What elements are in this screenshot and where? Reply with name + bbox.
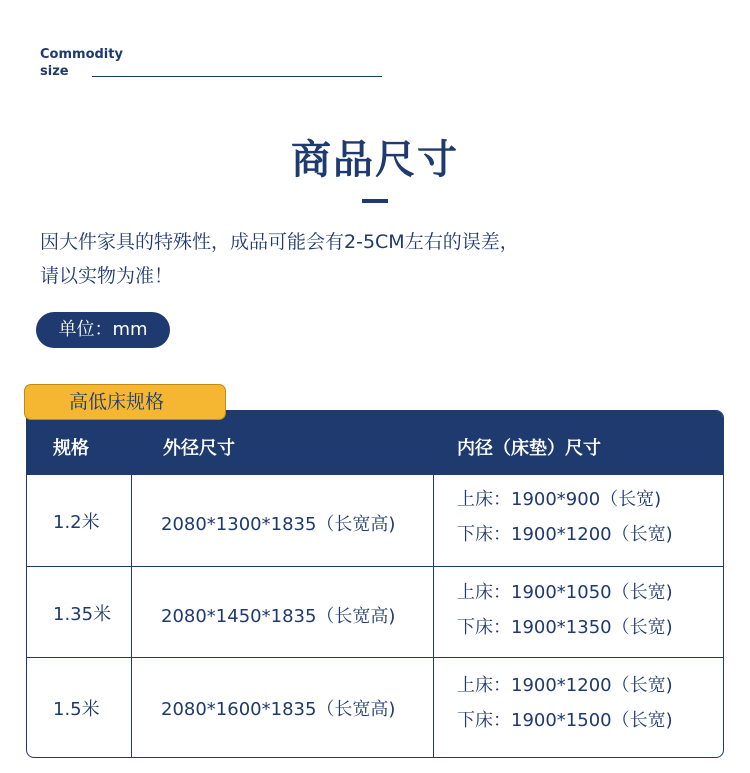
english-title-line2: size	[40, 64, 69, 79]
row3-inner	[457, 668, 673, 738]
row2-inner-lower: 下床：1900*1350（长宽)	[457, 617, 673, 638]
header-outer-size: 外径尺寸	[163, 438, 235, 459]
row-divider	[27, 657, 723, 658]
title-dash-divider	[362, 199, 388, 203]
column-divider	[433, 411, 434, 757]
size-note-line2: 请以实物为准！	[40, 265, 174, 287]
row2-inner	[457, 575, 673, 645]
row1-inner	[457, 482, 673, 552]
english-title-line1: Commodity	[40, 47, 123, 62]
row3-spec: 1.5米	[53, 699, 100, 720]
header-spec: 规格	[53, 438, 89, 459]
spec-tag: 高低床规格	[24, 384, 226, 420]
row3-inner-lower: 下床：1900*1500（长宽)	[457, 710, 673, 731]
page-title: 商品尺寸	[291, 137, 459, 183]
row2-spec: 1.35米	[53, 604, 112, 625]
spec-table	[26, 410, 724, 758]
unit-badge: 单位：mm	[36, 312, 170, 348]
row1-inner-lower: 下床：1900*1200（长宽)	[457, 524, 673, 545]
row1-spec: 1.2米	[53, 512, 100, 533]
header-inner-size: 内径（床垫）尺寸	[457, 438, 601, 459]
title-underline	[92, 76, 382, 77]
row2-outer: 2080*1450*1835（长宽高)	[161, 606, 396, 627]
column-divider	[131, 411, 132, 757]
row-divider	[27, 566, 723, 567]
row3-inner-upper: 上床：1900*1200（长宽)	[457, 675, 673, 696]
row3-outer: 2080*1600*1835（长宽高)	[161, 699, 396, 720]
size-note-line1: 因大件家具的特殊性，成品可能会有2-5CM左右的误差，	[40, 231, 519, 253]
row1-inner-upper: 上床：1900*900（长宽)	[457, 489, 662, 510]
size-note	[40, 225, 519, 293]
row1-outer: 2080*1300*1835（长宽高)	[161, 514, 396, 535]
english-title	[40, 46, 123, 80]
row2-inner-upper: 上床：1900*1050（长宽)	[457, 582, 673, 603]
